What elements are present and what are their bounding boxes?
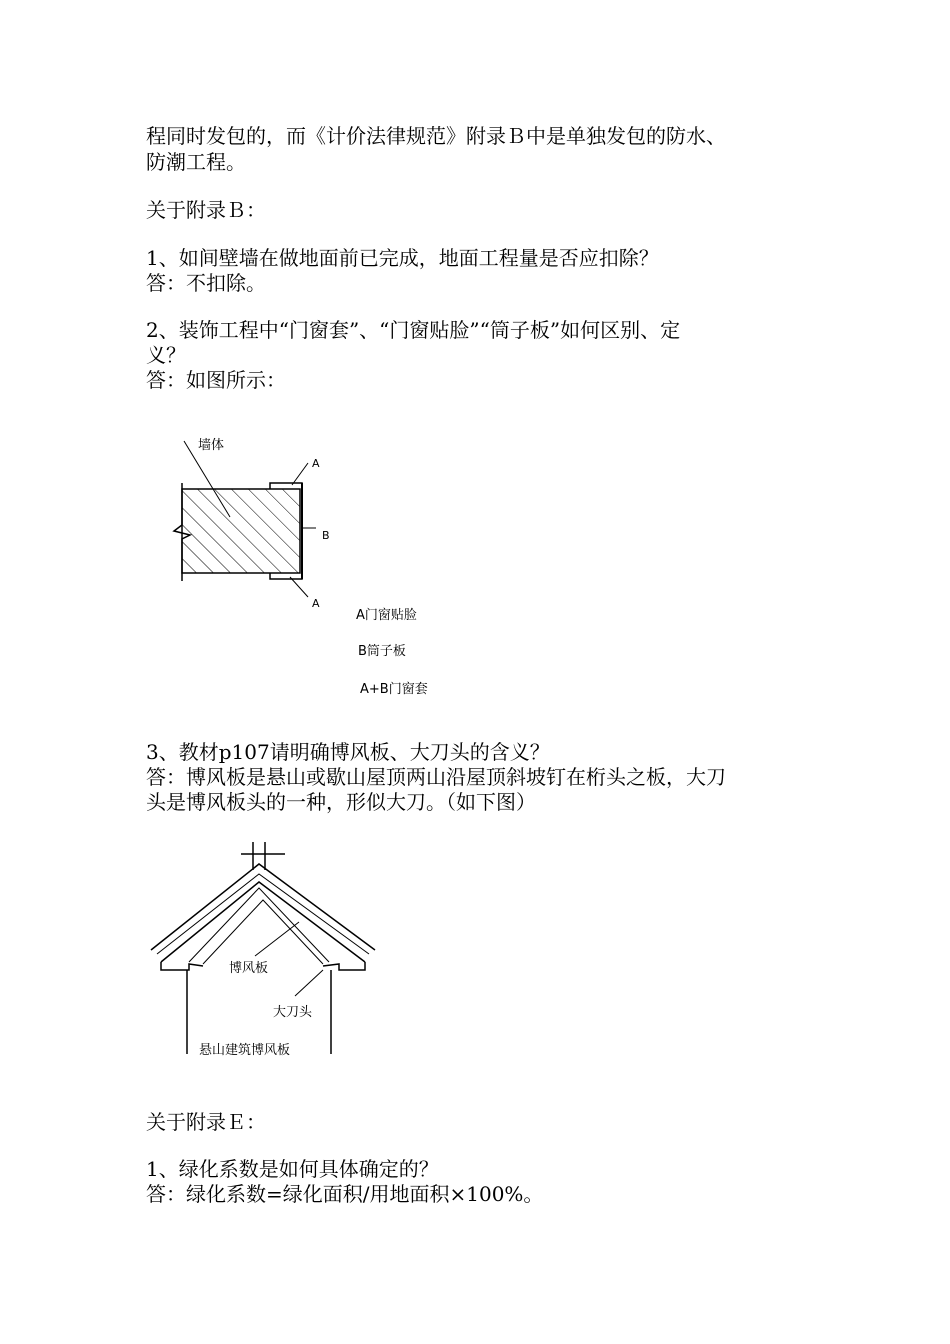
bargeboard-edge <box>203 900 323 964</box>
label-daidaotou: 大刀头 <box>273 1005 313 1020</box>
answer-1: 答：不扣除。 <box>146 271 266 295</box>
wall-body-hatched <box>182 489 300 573</box>
question-2-line-1: 2、装饰工程中“门窗套”、“门窗贴脸”“筒子板”如何区别、定 <box>146 318 681 342</box>
label-a-bottom: A <box>312 597 320 610</box>
label-a-top: A <box>312 457 320 470</box>
casing-top <box>270 483 302 489</box>
figure-caption: 悬山建筑博风板 <box>199 1043 291 1058</box>
legend-a-plus-b: A+B门窗套 <box>360 682 428 697</box>
question-1: 1、如间壁墙在做地面前已完成，地面工程量是否应扣除？ <box>146 246 659 270</box>
section-b-heading: 关于附录Ｂ： <box>146 198 266 222</box>
leader-bofengban <box>255 922 299 956</box>
question-3: 3、教材p107请明确博风板、大刀头的含义？ <box>146 740 550 764</box>
answer-3-line-1: 答：博风板是悬山或歇山屋顶两山沿屋顶斜坡钉在桁头之板，大刀 <box>146 765 726 789</box>
daidaotou-right <box>323 962 365 970</box>
daidaotou-left <box>161 962 203 970</box>
door-window-casing-diagram <box>150 425 470 715</box>
legend-a: A门窗贴脸 <box>356 608 417 623</box>
bargeboard-diagram <box>145 840 385 1065</box>
label-bofengban: 博风板 <box>229 961 269 976</box>
question-e1: 1、绿化系数是如何具体确定的？ <box>146 1157 439 1181</box>
legend-b: B筒子板 <box>358 644 406 659</box>
label-wall: 墙体 <box>198 438 225 453</box>
bargeboard-inner <box>189 888 329 962</box>
roof-line-2 <box>157 874 369 954</box>
intro-line-2: 防潮工程。 <box>146 150 246 174</box>
answer-e1: 答：绿化系数=绿化面积/用地面积×100%。 <box>146 1182 544 1206</box>
leader-a-bottom <box>290 577 308 597</box>
section-e-heading: 关于附录Ｅ： <box>146 1110 266 1134</box>
question-2-line-2: 义？ <box>146 343 186 367</box>
answer-3-line-2: 头是博风板头的一种，形似大刀。（如下图） <box>146 790 536 814</box>
answer-2: 答：如图所示： <box>146 368 286 392</box>
label-b: B <box>322 529 330 542</box>
casing-bottom <box>270 573 302 579</box>
leader-daidaotou <box>295 970 323 996</box>
intro-line-1: 程同时发包的，而《计价法律规范》附录Ｂ中是单独发包的防水、 <box>146 124 726 148</box>
leader-a-top <box>292 463 308 485</box>
